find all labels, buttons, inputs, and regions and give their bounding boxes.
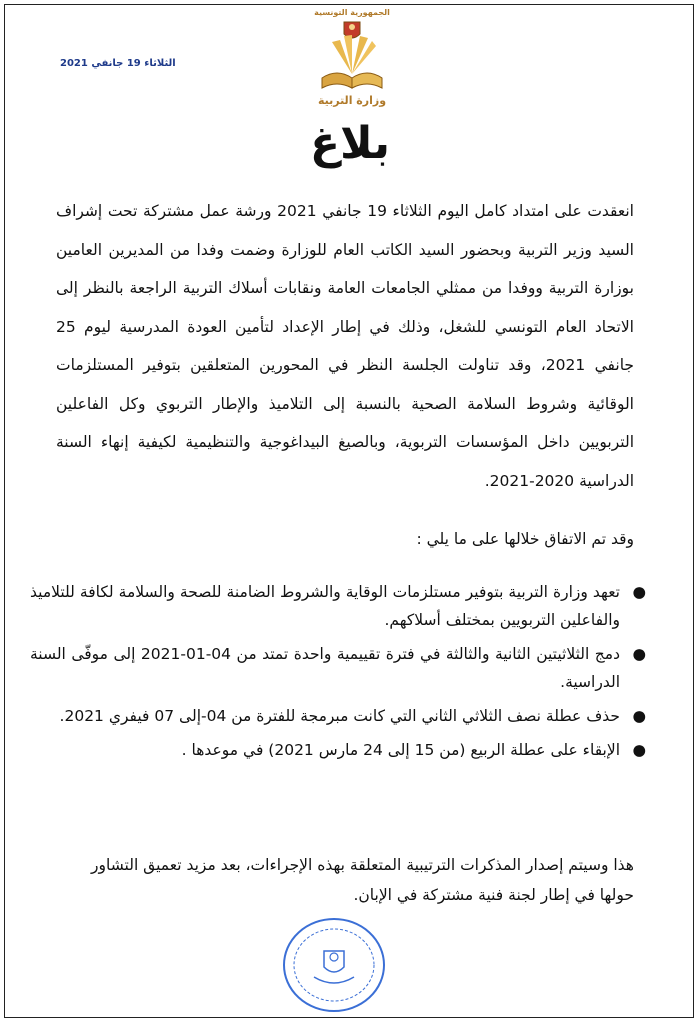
agreement-list [30,578,648,770]
bullet-icon: ● [632,583,646,601]
list-item: ● الإبقاء على عطلة الربيع (من 15 إلى 24 مارس 2021) في موعدها . [30,736,620,764]
document-date: الثلاثاء 19 جانفي 2021 [60,58,176,69]
emblem-icon [310,8,394,108]
bullet-icon: ● [632,707,646,725]
list-item: ● حذف عطلة نصف الثلاثي الثاني التي كانت مبرمجة للفترة من 04-إلى 07 فيفري 2021. [30,702,620,730]
list-item: ● دمج الثلاثيتين الثانية والثالثة في فترة تقييمية واحدة تمتد من 04-01-2021 إلى موفّى السنة الدراسية. [30,640,620,696]
closing-paragraph: هذا وسيتم إصدار المذكرات الترتيبية المتعلقة بهذه الإجراءات، بعد مزيد تعميق التشاور حولها في إطار لجنة فنية مشتركة في الإبان. [91,856,634,904]
page-title: بلاغ [310,118,390,169]
agreement-intro: وقد تم الاتفاق خلالها على ما يلي : [416,530,634,548]
bullet-icon: ● [632,645,646,663]
list-item: ● تعهد وزارة التربية بتوفير مستلزمات الوقاية والشروط الضامنة للصحة والسلامة لكافة للتلاميذ والفاعلين التربويين بمختلف أسلاكهم. [30,578,620,634]
bullet-icon: ● [632,741,646,759]
official-stamp [280,915,388,1015]
ministry-logo [310,8,394,108]
republic-text: الجمهورية التونسية [314,8,390,17]
ministry-text: وزارة التربية [317,94,387,107]
main-paragraph: انعقدت على امتداد كامل اليوم الثلاثاء 19 جانفي 2021 ورشة عمل مشتركة تحت إشراف السيد وزير التربية وبحضور السيد الكاتب العام للوزارة وضمت وفدا من المديرين العامين بوزارة التربية ووفدا من ممثلي الجامعات العامة ونقابات أسلاك التربية الراجعة بالنظر إلى الاتحاد العام التونسي للشغل، وذلك في إطار الإعداد لتأمين العودة المدرسية ليوم 25 جانفي 2021، وقد تناولت الجلسة النظر في المحورين المتعلقين بتوفير المستلزمات الوقائية وشروط السلامة الصحية بالنسبة إلى التلاميذ والإطار التربوي وكل الفاعلين التربويين داخل المؤسسات التربوية، وبالصيغ البيداغوجية والتنظيمية لكيفية إنهاء السنة الدراسية 2020-2021. [56,202,635,490]
